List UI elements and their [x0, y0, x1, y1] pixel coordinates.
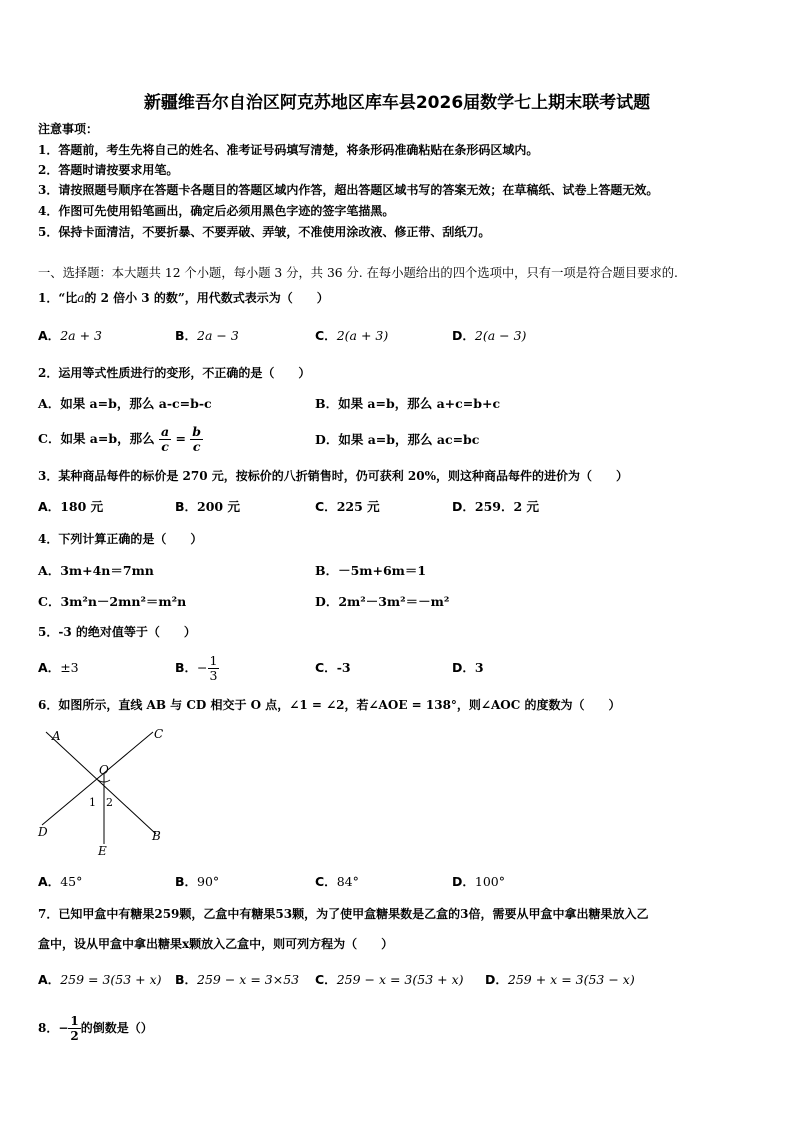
q4-option-d[interactable]: D．2m²－3m²＝－m²	[315, 594, 450, 609]
q8-fraction: $\frac{1}{2}$	[70, 1014, 79, 1043]
q2-option-a[interactable]: A．如果 a=b，那么 a-c=b-c	[38, 396, 212, 411]
q7-stem-line2: 盒中，设从甲盒中拿出糖果x颗放入乙盒中，则可列方程为（ ）	[38, 937, 394, 951]
q6-stem: 6．如图所示，直线 AB 与 CD 相交于 O 点，∠1 = ∠2，若∠AOE = 138°，则∠AOC 的度数为（ ）	[38, 698, 621, 712]
notice-item-2: 2．答题时请按要求用笔。	[38, 163, 179, 177]
q7-option-b[interactable]: B．259 − x = 3×53	[175, 972, 300, 987]
notice-item-1: 1．答题前，考生先将自己的姓名、准考证号码填写清楚，将条形码准确粘贴在条形码区域内。	[38, 143, 539, 157]
q6-option-c[interactable]: C．84°	[315, 874, 359, 889]
q2-stem: 2．运用等式性质进行的变形，不正确的是（ ）	[38, 366, 311, 380]
q2-c-fraction-left: $\frac{a}{c}$	[160, 424, 170, 454]
label-d: D	[38, 825, 48, 839]
label-e: E	[98, 844, 107, 858]
label-2: 2	[106, 796, 113, 809]
q6-option-d[interactable]: D．100°	[452, 874, 505, 889]
section-heading: 一、选择题：本大题共 12 个小题，每小题 3 分，共 36 分. 在每小题给出的四个选项中，只有一项是符合题目要求的.	[38, 266, 678, 280]
q1-option-c[interactable]: C．2(a + 3)	[315, 328, 389, 343]
label-a: A	[52, 729, 61, 743]
notice-heading: 注意事项：	[38, 122, 99, 136]
q5-option-b[interactable]: B．− $\frac{1}{3}$	[175, 653, 218, 683]
exam-title: 新疆维吾尔自治区阿克苏地区库车县2026届数学七上期末联考试题	[143, 93, 651, 113]
q5-option-a[interactable]: A．±3	[38, 660, 79, 675]
q1-stem: 1．“比a的 2 倍小 3 的数”，用代数式表示为（ ）	[38, 291, 329, 305]
notice-item-4: 4．作图可先使用铅笔画出，确定后必须用黑色字迹的签字笔描黑。	[38, 204, 395, 218]
q8-stem: 8．− $\frac{1}{2}$ 的倒数是（）	[38, 1014, 153, 1043]
q1-option-b[interactable]: B．2a − 3	[175, 328, 239, 343]
notice-item-5: 5．保持卡面清洁，不要折暴、不要弄破、弄皱，不准使用涂改液、修正带、刮纸刀。	[38, 225, 491, 239]
q7-option-c[interactable]: C．259 − x = 3(53 + x)	[315, 972, 464, 987]
q6-option-b[interactable]: B．90°	[175, 874, 220, 889]
label-b: B	[152, 829, 161, 843]
q6-option-a[interactable]: A．45°	[38, 874, 83, 889]
q5-option-c[interactable]: C．-3	[315, 660, 351, 675]
q7-option-d[interactable]: D．259 + x = 3(53 − x)	[485, 972, 635, 987]
line-cd	[42, 732, 153, 825]
q5-stem: 5．-3 的绝对值等于（ ）	[38, 625, 196, 639]
q3-option-d[interactable]: D．259．2 元	[452, 499, 540, 514]
q6-figure	[30, 722, 180, 862]
label-o: O	[99, 763, 109, 777]
q2-c-fraction-right: $\frac{b}{c}$	[192, 424, 202, 454]
label-c: C	[154, 727, 164, 741]
q2-option-b[interactable]: B．如果 a=b，那么 a+c=b+c	[315, 396, 501, 411]
q5-b-fraction: $\frac{1}{3}$	[209, 653, 218, 683]
q5-option-d[interactable]: D．3	[452, 660, 484, 675]
q3-option-a[interactable]: A．180 元	[38, 499, 104, 514]
q4-option-b[interactable]: B．－5m+6m＝1	[315, 563, 427, 578]
line-ab	[46, 732, 156, 834]
q3-option-b[interactable]: B．200 元	[175, 499, 240, 514]
q2-option-d[interactable]: D．如果 a=b，那么 ac=bc	[315, 432, 480, 447]
q1-option-a[interactable]: A．2a + 3	[38, 328, 102, 343]
label-1: 1	[89, 796, 96, 809]
notice-item-3: 3．请按照题号顺序在答题卡各题目的答题区域内作答，超出答题区域书写的答案无效；在草稿纸、试卷上答题无效。	[38, 183, 659, 197]
q4-option-a[interactable]: A．3m+4n＝7mn	[38, 563, 154, 578]
q3-option-c[interactable]: C．225 元	[315, 499, 380, 514]
q2-option-c[interactable]: C．如果 a=b，那么 $\frac{a}{c}$ = $\frac{b}{c}$	[38, 424, 202, 454]
q1-option-d[interactable]: D．2(a − 3)	[452, 328, 527, 343]
q4-option-c[interactable]: C．3m²n－2mn²＝m²n	[38, 594, 187, 609]
q7-stem-line1: 7．已知甲盒中有糖果259颗，乙盒中有糖果53颗，为了使甲盒糖果数是乙盒的3倍，需要从甲盒中拿出糖果放入乙	[38, 907, 649, 921]
q7-option-a[interactable]: A．259 = 3(53 + x)	[38, 972, 162, 987]
q4-stem: 4．下列计算正确的是（ ）	[38, 532, 203, 546]
q3-stem: 3．某种商品每件的标价是 270 元，按标价的八折销售时，仍可获利 20%，则这种商品每件的进价为（ ）	[38, 469, 629, 483]
